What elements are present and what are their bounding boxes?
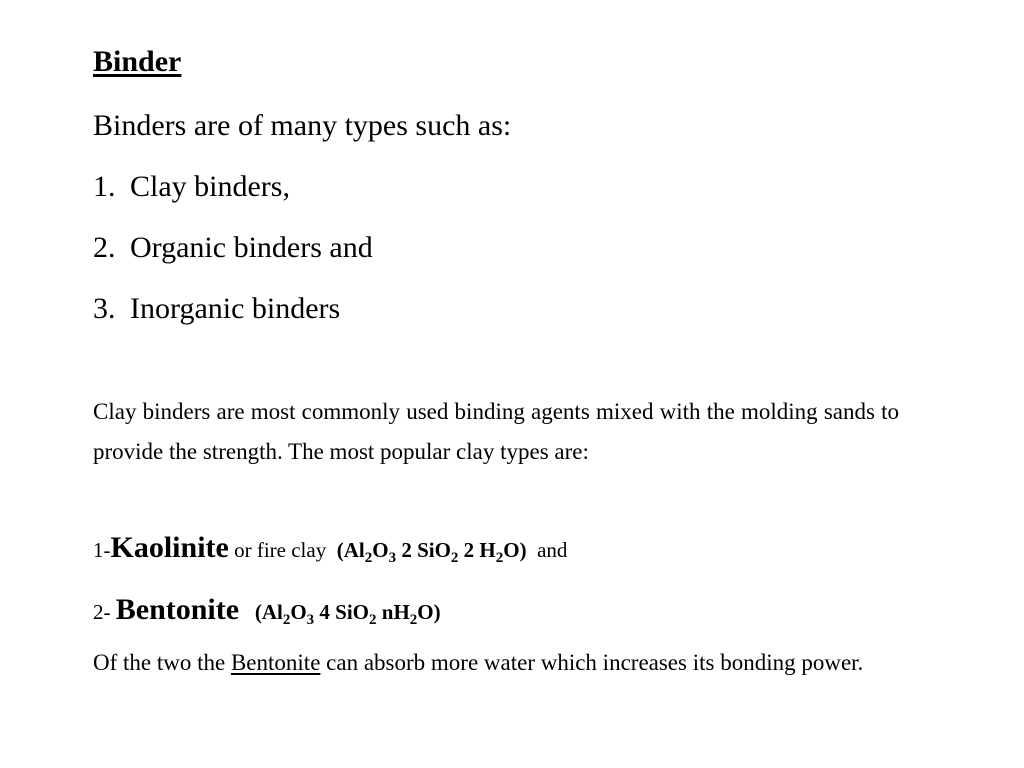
kaolinite-middle: or fire clay bbox=[234, 538, 327, 562]
para2-after: can absorb more water which increases its bonding power. bbox=[326, 650, 864, 675]
list-number: 3. bbox=[93, 292, 116, 325]
bentonite-name: Bentonite bbox=[115, 593, 240, 626]
list-item-clay bbox=[93, 169, 290, 205]
kaolinite-name: Kaolinite bbox=[110, 531, 229, 564]
bentonite-formula: ($Al_2O_3$ 4 SiO$_2$ $nH_2O$) bbox=[254, 600, 441, 628]
kaolinite-line bbox=[93, 528, 567, 570]
list-number: 2. bbox=[93, 231, 116, 264]
clay-binders-paragraph: Clay binders are most commonly used binding agents mixed with the molding sands to provide the strength. The most popular clay types are: bbox=[93, 399, 899, 464]
kaolinite-prefix: 1- bbox=[93, 538, 111, 562]
list-number: 1. bbox=[93, 170, 116, 203]
para2-before: Of the two the bbox=[93, 650, 226, 675]
list-label: Clay binders, bbox=[130, 170, 290, 203]
intro-text: Binders are of many types such as: bbox=[93, 109, 512, 142]
list-item-organic bbox=[93, 230, 373, 266]
list-label: Organic binders and bbox=[130, 231, 373, 264]
list-item-inorganic bbox=[93, 291, 340, 327]
bentonite-prefix: 2- bbox=[93, 600, 111, 624]
bentonite-paragraph bbox=[93, 645, 899, 681]
kaolinite-formula: ($Al_2O_3$ 2 SiO$_2$ 2 $H_2O$) bbox=[336, 538, 527, 566]
list-label: Inorganic binders bbox=[130, 292, 341, 325]
bentonite-underlined: Bentonite bbox=[230, 650, 321, 675]
slide-title: Binder bbox=[93, 45, 182, 78]
bentonite-line bbox=[93, 590, 441, 632]
kaolinite-suffix: and bbox=[537, 538, 568, 562]
